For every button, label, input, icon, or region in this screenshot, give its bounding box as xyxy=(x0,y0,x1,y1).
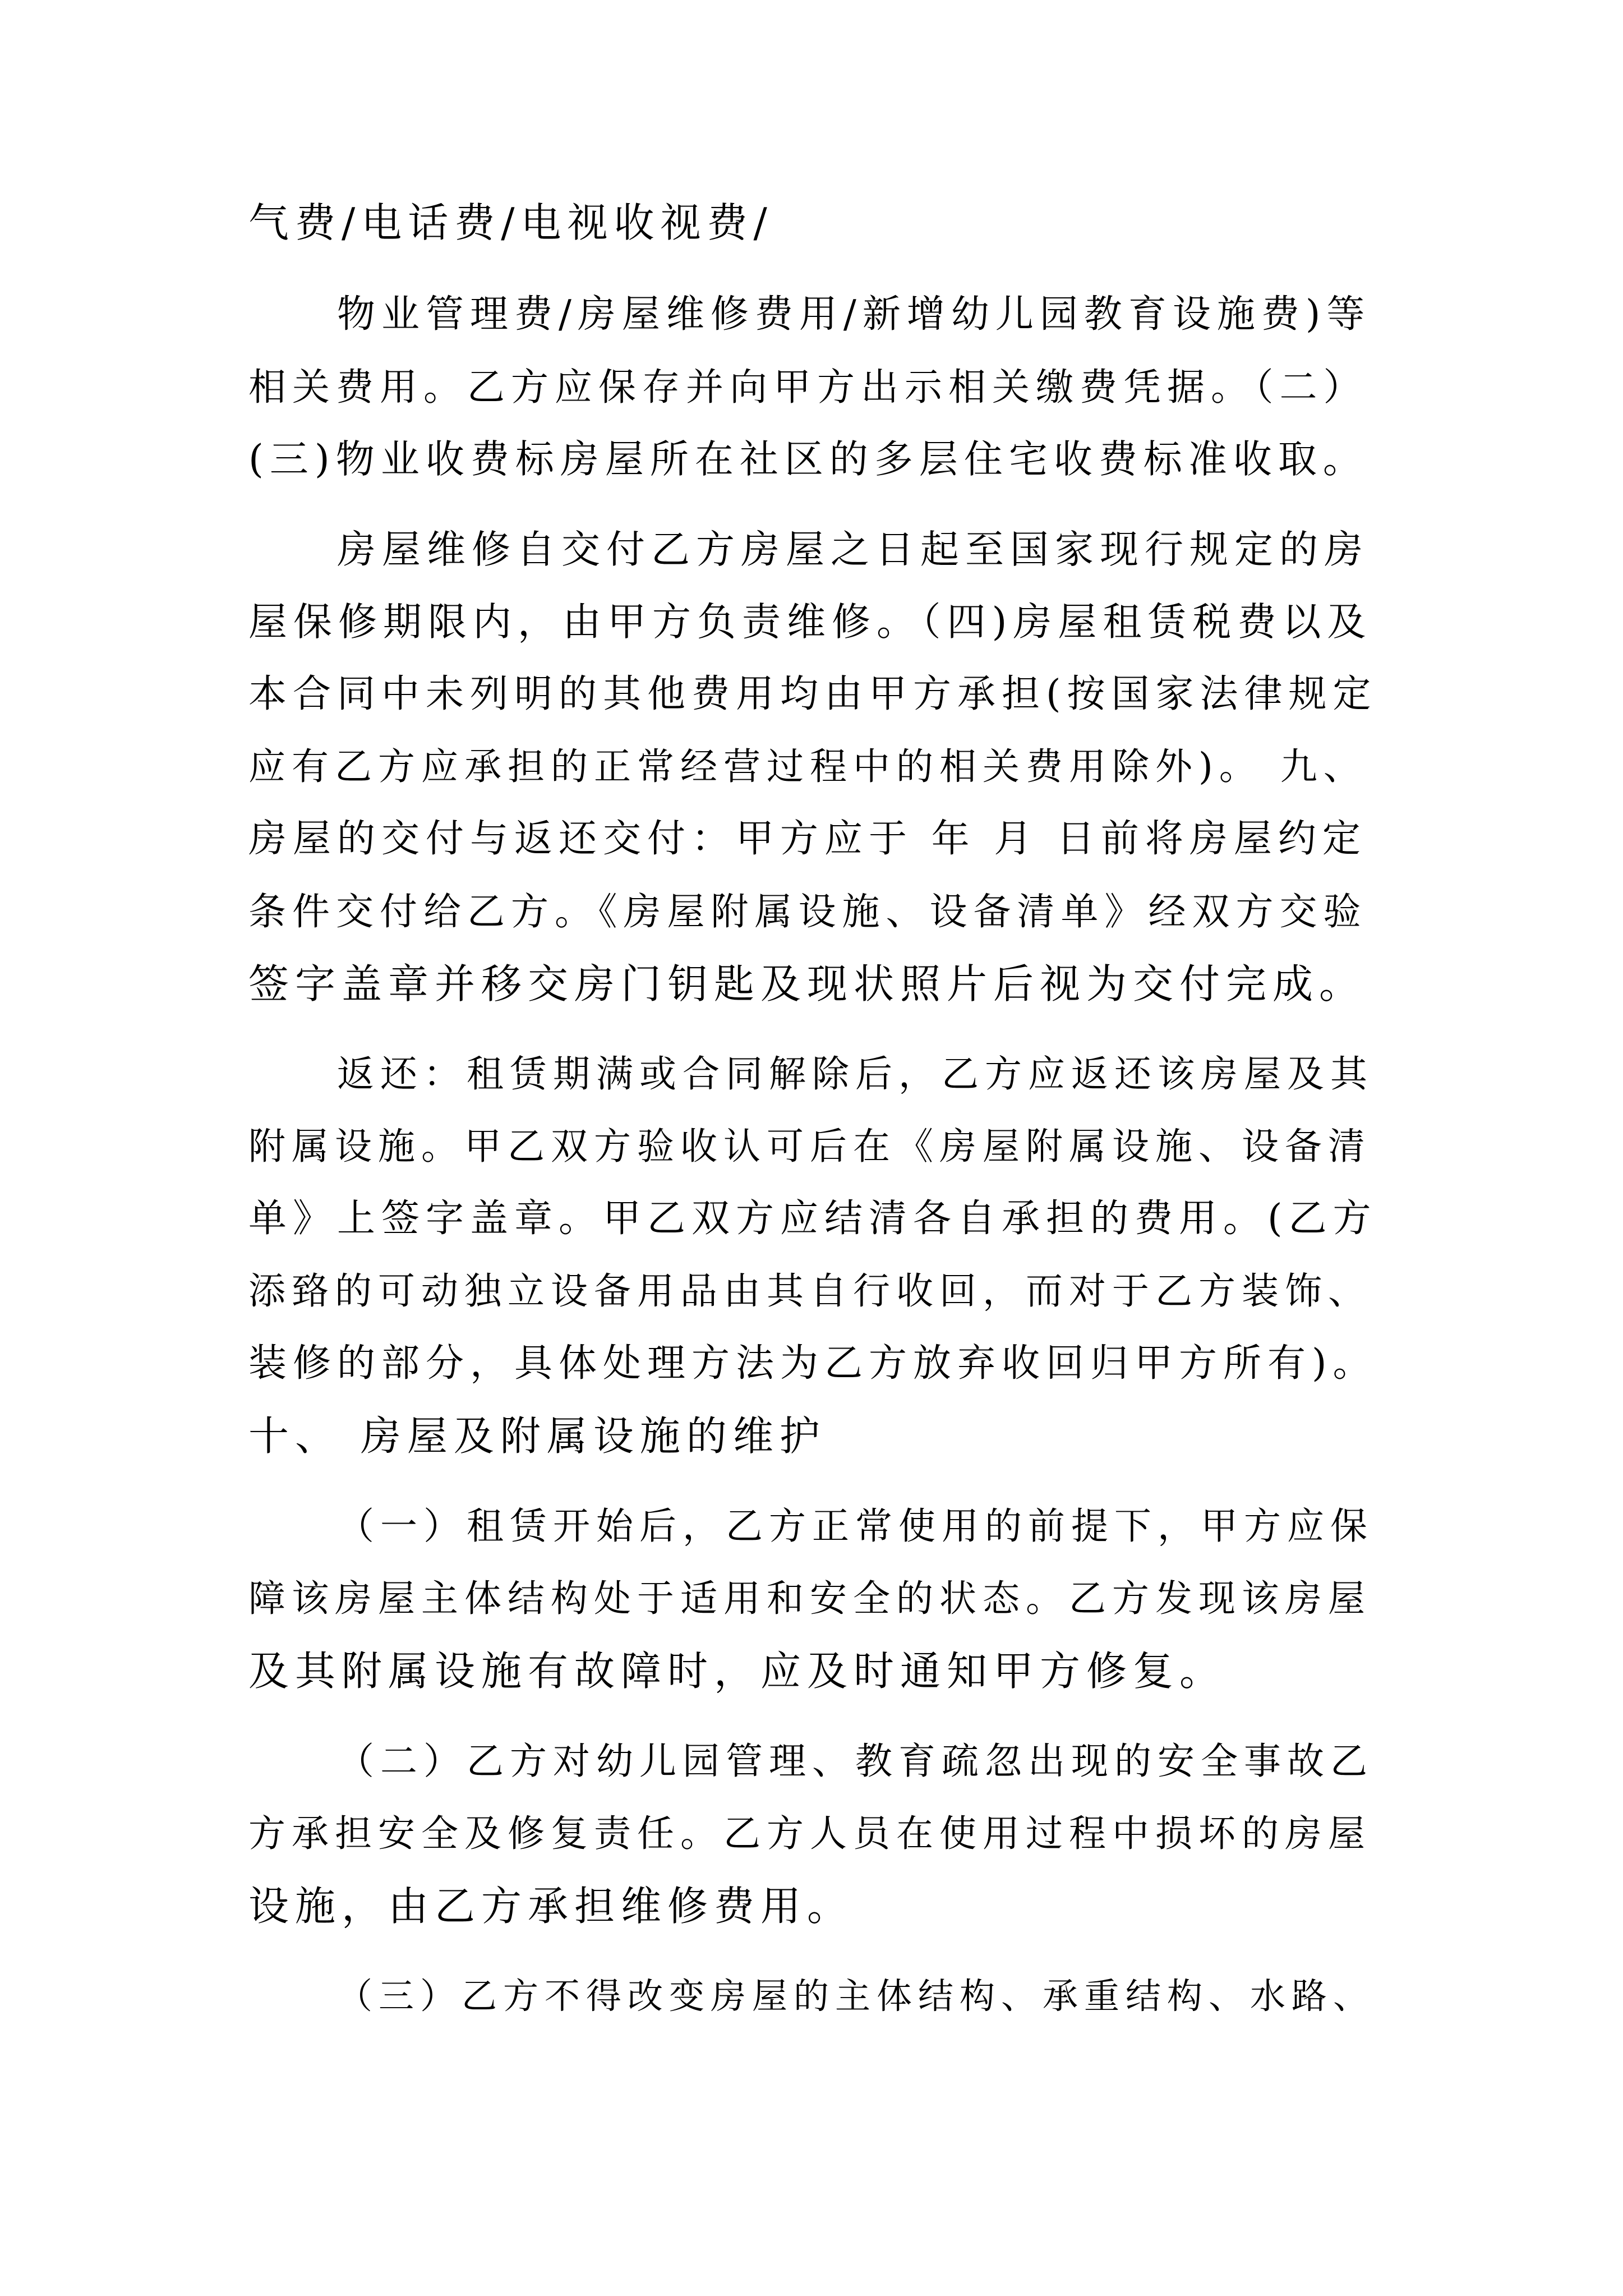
text-line: （一）租赁开始后，乙方正常使用的前提下，甲方应保 xyxy=(337,1504,1373,1548)
text-line: （三）乙方不得改变房屋的主体结构、承重结构、水路、 xyxy=(337,1976,1375,2017)
text-line: 障该房屋主体结构处于适用和安全的状态。乙方发现该房屋 xyxy=(248,1577,1371,1620)
text-line: 条件交付给乙方。《房屋附属设施、设备清单》经双方交验 xyxy=(248,890,1367,933)
text-line: 装修的部分，具体处理方法为乙方放弃收回归甲方所有)。 xyxy=(248,1341,1377,1386)
text-line: （二）乙方对幼儿园管理、教育疏忽出现的安全事故乙 xyxy=(337,1740,1373,1783)
text-line: 签字盖章并移交房门钥匙及现状照片后视为交付完成。 xyxy=(248,960,1366,1007)
text-line: 单》上签字盖章。甲乙双方应结清各自承担的费用。(乙方 xyxy=(248,1197,1377,1241)
text-line: 物业管理费/房屋维修费用/新增幼儿园教育设施费)等 xyxy=(337,292,1371,337)
text-line: 房屋维修自交付乙方房屋之日起至国家现行规定的房 xyxy=(337,527,1369,572)
section-heading: 十、 房屋及附属设施的维护 xyxy=(248,1412,826,1460)
text-line: 附属设施。甲乙双方验收认可后在《房屋附属设施、设备清 xyxy=(248,1125,1371,1168)
text-line: 设施，由乙方承担维修费用。 xyxy=(248,1883,854,1930)
text-line: 屋保修期限内，由甲方负责维修。（四)房屋租赁税费以及 xyxy=(248,600,1372,645)
text-line: 方承担安全及修复责任。乙方人员在使用过程中损坏的房屋 xyxy=(248,1812,1371,1855)
text-line: (三)物业收费标房屋所在社区的多层住宅收费标准收取。 xyxy=(248,437,1368,482)
text-line: 房屋的交付与返还交付：甲方应于 年 月 日前将房屋约定 xyxy=(248,817,1367,861)
text-line: 返还：租赁期满或合同解除后，乙方应返还该房屋及其 xyxy=(337,1052,1373,1096)
text-line: 气费/电话费/电视收视费/ xyxy=(248,199,773,246)
text-line: 添臵的可动独立设备用品由其自行收回，而对于乙方装饰、 xyxy=(248,1269,1371,1313)
text-line: 本合同中未列明的其他费用均由甲方承担(按国家法律规定 xyxy=(248,672,1377,716)
text-line: 相关费用。乙方应保存并向甲方出示相关缴费凭据。（二） xyxy=(248,365,1367,409)
text-line: 应有乙方应承担的正常经营过程中的相关费用除外)。 九、 xyxy=(248,745,1367,788)
text-line: 及其附属设施有故障时，应及时通知甲方修复。 xyxy=(248,1648,1227,1695)
